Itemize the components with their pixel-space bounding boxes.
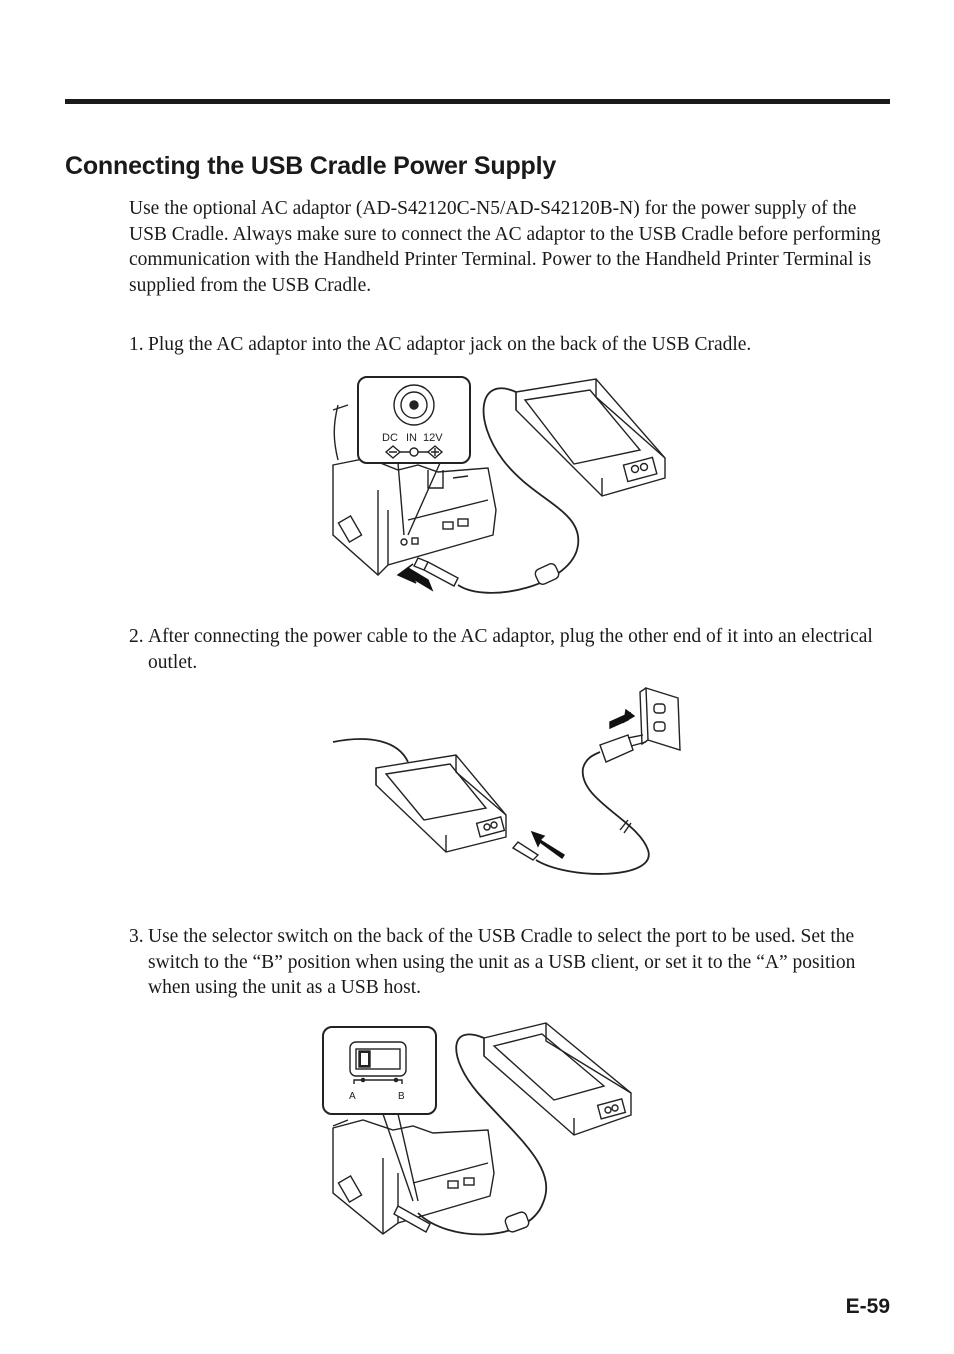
switch-b-label: B xyxy=(398,1091,405,1102)
step-text: Plug the AC adaptor into the AC adaptor jack on the back of the USB Cradle. xyxy=(148,334,752,355)
ferrite-core xyxy=(534,562,561,586)
ac-plug xyxy=(600,735,633,762)
ferrite-core xyxy=(504,1211,530,1234)
step-text: After connecting the power cable to the AC adaptor, plug the other end of it into an electrical outlet. xyxy=(148,626,873,673)
dc-label: DC xyxy=(382,432,398,444)
step-2 xyxy=(129,624,889,675)
dc-cable-end xyxy=(333,739,408,762)
dc-cable xyxy=(418,1034,546,1234)
ac-adaptor-illustration xyxy=(484,1023,631,1135)
section-title: Connecting the USB Cradle Power Supply xyxy=(65,152,557,180)
power-cable xyxy=(513,768,649,874)
step-text: Use the selector switch on the back of the USB Cradle to select the port to be used. Set the switch to the “B” position when using the unit as a USB client, or set it to the “A” position when using the unit as a USB host. xyxy=(148,926,856,999)
page-number: E-59 xyxy=(845,1295,890,1318)
switch-callout xyxy=(323,1027,436,1201)
wall-outlet-illustration xyxy=(640,688,680,750)
figure-selector-switch xyxy=(318,1018,643,1248)
step-number: 1. xyxy=(129,334,144,355)
insert-arrow-outlet xyxy=(610,710,634,728)
figure-adaptor-outlet xyxy=(328,680,688,895)
in-label: IN xyxy=(406,432,417,444)
dc-jack-callout xyxy=(358,377,470,535)
step-number: 2. xyxy=(129,626,144,647)
step-3 xyxy=(129,924,889,1001)
voltage-label: 12V xyxy=(423,432,443,444)
intro-paragraph: Use the optional AC adaptor (AD-S42120C-N5/AD-S42120B-N) for the power supply of the USB Cradle. Always make sure to connect the AC adaptor to the USB Cradle before performing communication with the Handheld Printer Terminal. Power to the Handheld Printer Terminal is supplied from the USB Cradle. xyxy=(129,198,881,297)
dc-cable xyxy=(458,388,578,593)
top-rule xyxy=(65,99,890,104)
ac-adaptor-illustration xyxy=(516,379,665,496)
figure-cradle-dc-jack xyxy=(328,370,673,605)
step-number: 3. xyxy=(129,926,144,947)
ac-adaptor-illustration xyxy=(376,755,506,852)
step-1 xyxy=(129,332,889,358)
switch-a-label: A xyxy=(349,1091,356,1102)
